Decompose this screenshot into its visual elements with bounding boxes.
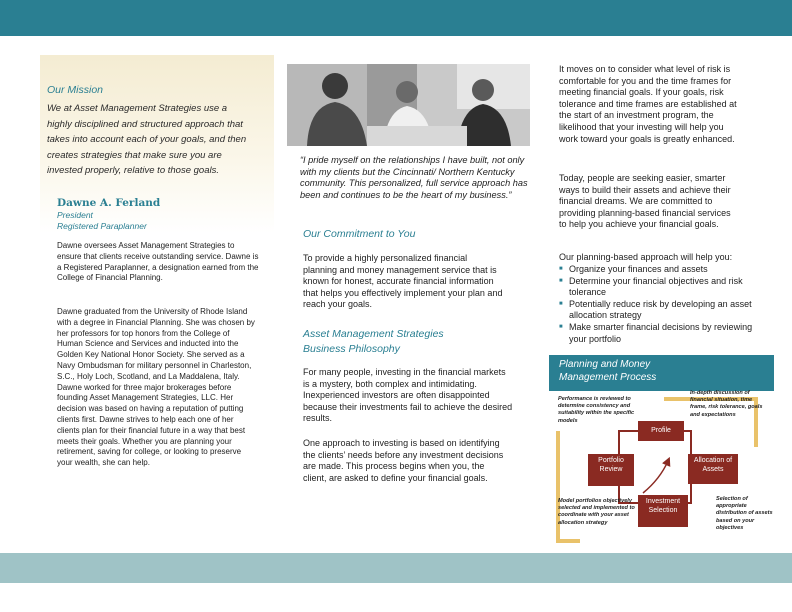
process-node-review: Portfolio Review xyxy=(588,454,634,486)
approach-list xyxy=(559,264,767,345)
list-item: ■ Determine your financial objectives and risk tolerance xyxy=(559,276,767,299)
commitment-heading: Our Commitment to You xyxy=(303,228,416,240)
mission-body: We at Asset Management Strategies use a highly disciplined and structured approach that takes into account each of your goals, and then creates strategies that make sure you are invested properly, relative to those goals. xyxy=(47,103,247,176)
team-photo xyxy=(287,64,530,146)
signature-subtitle: Registered Paraplanner xyxy=(57,221,147,231)
philosophy-heading-line2: Business Philosophy xyxy=(303,343,400,355)
signature-title: President xyxy=(57,210,93,220)
note-performance-review: Performance is reviewed to determine consistency and suitability within the specific models xyxy=(558,396,635,424)
philosophy-heading-line1: Asset Management Strategies xyxy=(303,328,444,340)
right-paragraph-1: It moves on to consider what level of risk is comfortable for you and the time frames for meeting financial goals. If your goals, risk tolerance and time frames are established at the start of an investment program, the likelihood that your investing will help you work toward your goals is greatly enhanced. xyxy=(559,64,737,144)
signature-name: Dawne A. Ferland xyxy=(57,197,161,209)
top-banner xyxy=(0,0,792,36)
bottom-banner xyxy=(0,553,792,583)
team-photo-illustration xyxy=(287,64,530,146)
list-item: ■ Potentially reduce risk by developing an asset allocation strategy xyxy=(559,299,767,322)
process-node-allocation: Allocation of Assets xyxy=(688,454,738,484)
process-node-profile: Profile xyxy=(638,421,684,441)
approach-intro: Our planning-based approach will help you: xyxy=(559,252,733,262)
process-heading-line1: Planning and Money xyxy=(559,359,651,370)
note-profile-discussion: In-depth discussion of financial situation, time frame, risk tolerance, goals and expectations xyxy=(690,390,763,418)
founder-quote: “I pride myself on the relationships I have built, not only with my clients but the Cincinnati/ Northern Kentucky community. This personalized, full service approach has been and continues to be the heart of my business.” xyxy=(300,155,528,200)
mission-heading: Our Mission xyxy=(47,84,104,96)
note-model-portfolios: Model portfolios objectively selected and implemented to coordinate with your asset allocation strategy xyxy=(558,498,635,526)
commitment-body: To provide a highly personalized financial planning and money management service that is known for honest, accurate financial information that helps you effectively implement your plan and reach your goals. xyxy=(303,253,503,310)
list-item: ■ Make smarter financial decisions by reviewing your portfolio xyxy=(559,322,767,345)
cycle-arrow xyxy=(643,461,668,493)
philosophy-paragraph-1: For many people, investing in the financial markets is a mystery, both complex and intimidating. Inexperienced investors are often disappointed because their investments fail to achieve the desired results. xyxy=(303,367,513,424)
bio-paragraph-2: Dawne graduated from the University of Rhode Island with a degree in Financial Planning. She was chosen by her professors for top honors from the College of Human Science and Services and inducted into the Golden Key National Honor Society. She served as a Navy Ombudsman for military personnel in Charleston, S.C., Holy Loch, Scotland, and La Maddalena, Italy. Dawne worked for three major brokerages before founding Asset Management Strategies, LLC. Her decision was based on having a reputation of putting clients first. Dawne strives to help each one of her clients plan for their financial future in a way that best meets their goals. Whether you are planning your retirement, saving for college, or looking to preserve your wealth, she can help. xyxy=(57,307,255,468)
bio-paragraph-1: Dawne oversees Asset Management Strategies to ensure that clients receive outstanding service. Dawne is a Registered Paraplanner, a designation earned from the College of Financial Planning. xyxy=(57,241,259,283)
right-paragraph-2: Today, people are seeking easier, smarter ways to build their assets and achieve their financial dreams. We are committed to providing planning-based financial services to help you achieve your financial goals. xyxy=(559,173,731,230)
note-asset-selection: Selection of appropriate distribution of assets based on your objectives xyxy=(716,496,773,531)
list-item: ■ Organize your finances and assets xyxy=(559,264,767,276)
philosophy-paragraph-2: One approach to investing is based on identifying the clients’ needs before any investment decisions are made. This process begins when you, the client, are asked to define your financial goals. xyxy=(303,438,504,483)
process-heading-line2: Management Process xyxy=(559,372,657,383)
process-node-investment: Investment Selection xyxy=(638,495,688,527)
